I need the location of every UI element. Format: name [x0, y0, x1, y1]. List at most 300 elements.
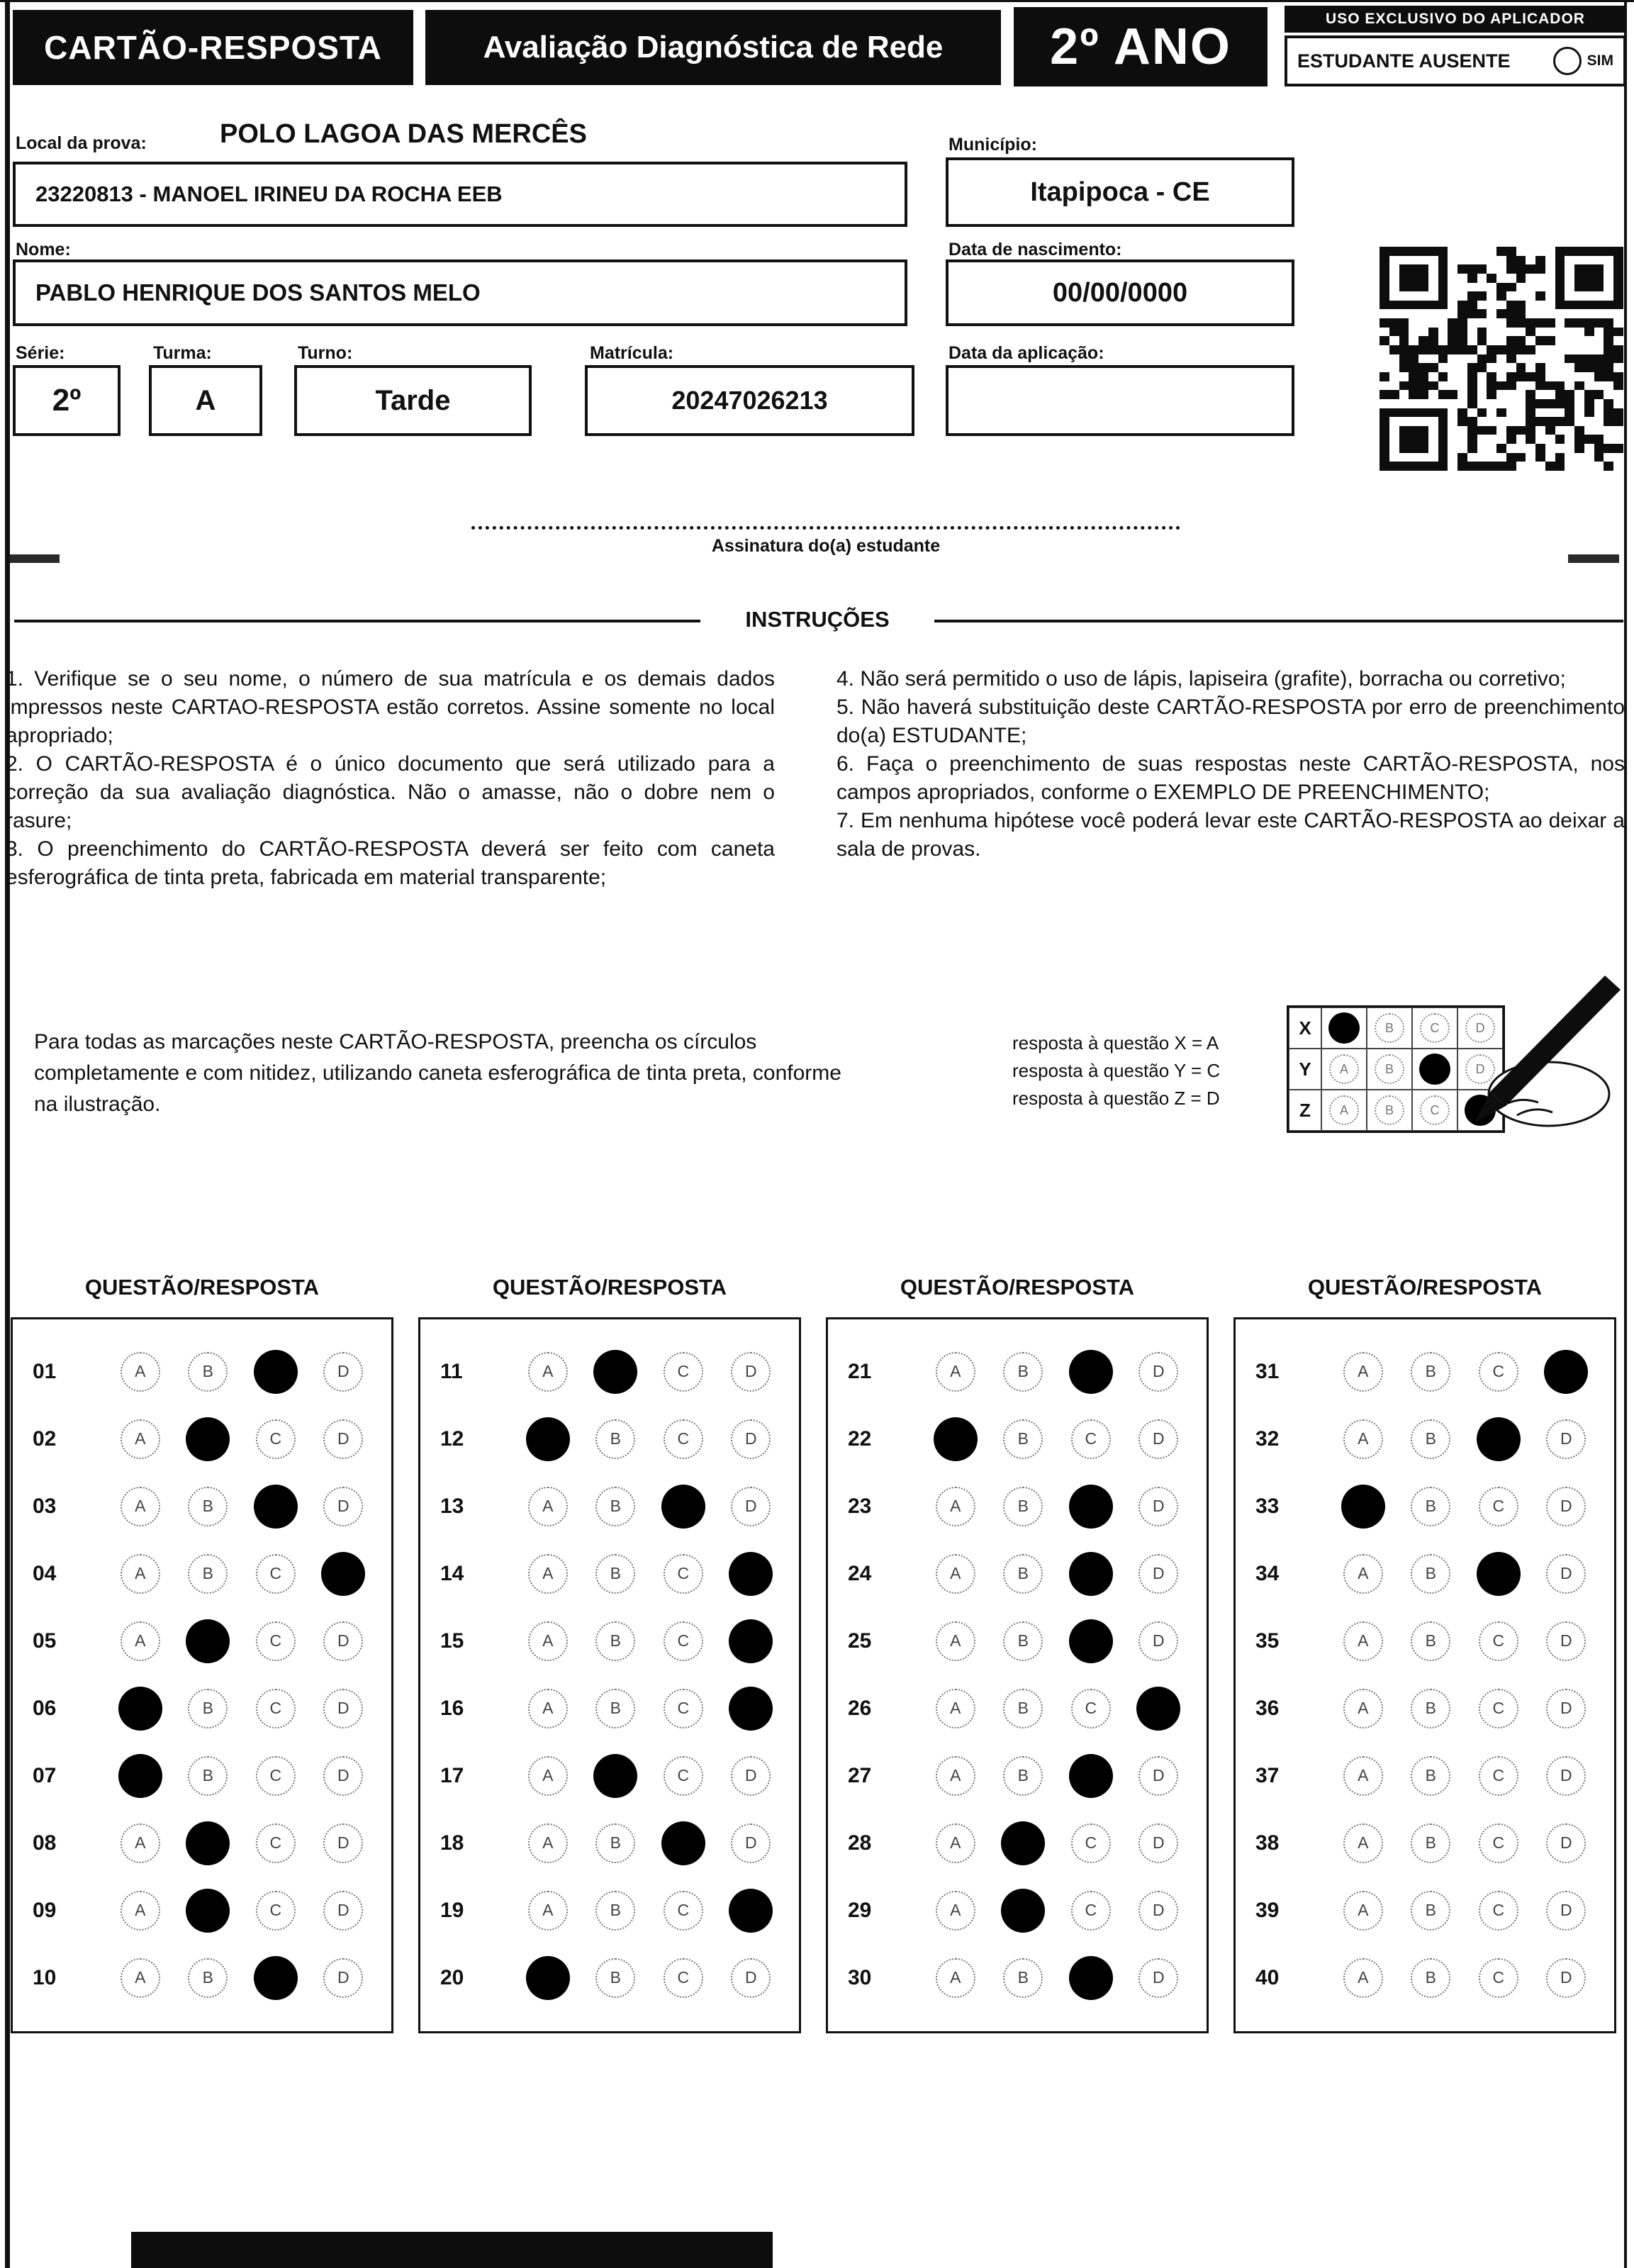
answer-bubble-34-A[interactable]: A	[1343, 1554, 1383, 1594]
answer-bubble-01-D[interactable]: D	[323, 1352, 363, 1392]
answer-bubble-16-A[interactable]: A	[528, 1689, 568, 1728]
answer-bubble-25-A[interactable]: A	[936, 1621, 975, 1661]
answer-bubble-27-B[interactable]: B	[1003, 1756, 1043, 1796]
qr-module	[1448, 336, 1457, 345]
qr-module	[1555, 336, 1565, 345]
answer-bubble-36-C[interactable]: C	[1479, 1689, 1518, 1728]
qr-module	[1487, 264, 1496, 274]
answer-bubble-25-C[interactable]	[1069, 1619, 1113, 1663]
qr-module	[1594, 301, 1604, 310]
answer-bubble-18-C[interactable]	[661, 1821, 705, 1865]
answer-bubble-16-D[interactable]	[729, 1687, 773, 1731]
answer-bubble-32-A[interactable]: A	[1343, 1419, 1383, 1459]
qr-module	[1594, 291, 1604, 301]
qr-module	[1457, 417, 1467, 426]
serie-label: Série:	[16, 343, 65, 363]
qr-module	[1409, 336, 1418, 345]
answer-bubble-36-D[interactable]: D	[1546, 1689, 1586, 1728]
answer-bubble-31-C[interactable]: C	[1479, 1352, 1518, 1392]
qr-module	[1457, 301, 1467, 310]
qr-module	[1604, 453, 1613, 462]
answer-bubble-37-B[interactable]: B	[1411, 1756, 1450, 1796]
question-number: 03	[33, 1494, 57, 1518]
qr-module	[1506, 291, 1516, 301]
answer-bubble-09-C[interactable]: C	[256, 1891, 296, 1931]
answer-bubble-26-B[interactable]: B	[1003, 1689, 1043, 1728]
answer-bubble-31-A[interactable]: A	[1343, 1352, 1383, 1392]
municipio-field: Itapipoca - CE	[946, 157, 1294, 227]
answer-bubble-11-C[interactable]: C	[664, 1352, 703, 1392]
qr-module	[1448, 435, 1457, 444]
answer-bubble-06-B[interactable]: B	[188, 1689, 228, 1728]
answer-bubble-40-D[interactable]: D	[1546, 1958, 1586, 1998]
answer-bubble-09-A[interactable]: A	[121, 1891, 160, 1931]
qr-module	[1418, 444, 1428, 453]
qr-module	[1399, 372, 1409, 381]
answer-bubble-24-A[interactable]: A	[936, 1554, 975, 1594]
qr-module	[1535, 301, 1545, 310]
answer-bubble-14-B[interactable]: B	[595, 1554, 635, 1594]
qr-module	[1584, 283, 1594, 292]
qr-module	[1380, 274, 1389, 283]
answer-bubble-17-A[interactable]: A	[528, 1756, 568, 1796]
qr-module	[1565, 426, 1574, 435]
qr-module	[1487, 435, 1496, 444]
answer-bubble-04-A[interactable]: A	[121, 1554, 160, 1594]
qr-module	[1535, 399, 1545, 408]
example-cell	[1321, 1007, 1367, 1049]
answer-bubble-22-C[interactable]: C	[1071, 1419, 1111, 1459]
qr-module	[1428, 399, 1438, 408]
answer-bubble-10-D[interactable]: D	[323, 1958, 363, 1998]
answer-bubble-35-A[interactable]: A	[1343, 1621, 1383, 1661]
answer-bubble-23-D[interactable]: D	[1138, 1487, 1178, 1526]
qr-module	[1467, 309, 1477, 318]
qr-module	[1613, 309, 1623, 318]
qr-module	[1399, 283, 1409, 292]
question-row	[828, 1742, 1207, 1809]
answer-bubble-37-D[interactable]: D	[1546, 1756, 1586, 1796]
qr-module	[1584, 264, 1594, 274]
qr-module	[1604, 274, 1613, 283]
qr-module	[1535, 283, 1545, 292]
answer-bubble-31-D[interactable]	[1544, 1350, 1588, 1394]
answer-bubble-37-C[interactable]: C	[1479, 1756, 1518, 1796]
answer-bubble-11-B[interactable]	[593, 1350, 637, 1394]
answer-bubble-30-C[interactable]	[1069, 1956, 1113, 2000]
qr-module	[1535, 417, 1545, 426]
qr-module	[1399, 301, 1409, 310]
question-row	[13, 1607, 391, 1675]
answer-bubble-20-B[interactable]: B	[595, 1958, 635, 1998]
answer-bubble-39-D[interactable]: D	[1546, 1891, 1586, 1931]
question-number: 27	[848, 1763, 872, 1787]
answer-bubble-32-C[interactable]	[1477, 1417, 1521, 1461]
answer-bubble-06-A[interactable]	[118, 1687, 162, 1731]
qr-module	[1428, 381, 1438, 391]
answer-bubble-15-B[interactable]: B	[595, 1621, 635, 1661]
answer-bubble-30-B[interactable]: B	[1003, 1958, 1043, 1998]
answer-bubble-02-B[interactable]	[186, 1417, 230, 1461]
answer-bubble-18-B[interactable]: B	[595, 1823, 635, 1863]
qr-module	[1506, 328, 1516, 337]
qr-module	[1418, 453, 1428, 462]
answer-bubble-21-B[interactable]: B	[1003, 1352, 1043, 1392]
answer-bubble-10-A[interactable]: A	[121, 1958, 160, 1998]
answer-bubble-20-A[interactable]	[526, 1956, 570, 2000]
answer-bubble-26-A[interactable]: A	[936, 1689, 975, 1728]
answer-bubble-35-D[interactable]: D	[1546, 1621, 1586, 1661]
qr-module	[1594, 318, 1604, 328]
qr-module	[1418, 328, 1428, 337]
answer-bubble-12-D[interactable]: D	[731, 1419, 771, 1459]
answer-bubble-13-D[interactable]: D	[731, 1487, 771, 1526]
answer-bubble-27-C[interactable]	[1069, 1754, 1113, 1798]
question-number: 31	[1255, 1359, 1280, 1383]
question-row	[1236, 1607, 1614, 1675]
answer-bubble-32-D[interactable]: D	[1546, 1419, 1586, 1459]
qr-module	[1457, 247, 1467, 256]
answer-bubble-01-A[interactable]: A	[121, 1352, 160, 1392]
example-bubble-X-B: B	[1375, 1013, 1404, 1043]
qr-module	[1535, 291, 1545, 301]
answer-bubble-17-B[interactable]	[593, 1754, 637, 1798]
answer-bubble-03-A[interactable]: A	[121, 1487, 160, 1526]
answer-bubble-14-C[interactable]: C	[664, 1554, 703, 1594]
qr-module	[1604, 417, 1613, 426]
qr-module	[1574, 256, 1584, 265]
qr-module	[1438, 309, 1448, 318]
answer-bubble-29-A[interactable]: A	[936, 1891, 975, 1931]
question-row	[420, 1944, 799, 2011]
answer-bubble-05-B[interactable]	[186, 1619, 230, 1663]
answer-bubble-35-C[interactable]: C	[1479, 1621, 1518, 1661]
answer-bubble-18-D[interactable]: D	[731, 1823, 771, 1863]
answer-bubble-30-A[interactable]: A	[936, 1958, 975, 1998]
qr-module	[1604, 283, 1613, 292]
qr-module	[1457, 345, 1467, 354]
qr-module	[1574, 328, 1584, 337]
answer-bubble-01-B[interactable]: B	[188, 1352, 228, 1392]
qr-module	[1487, 336, 1496, 345]
answer-bubble-23-C[interactable]	[1069, 1485, 1113, 1529]
answer-bubble-05-C[interactable]: C	[256, 1621, 296, 1661]
qr-module	[1380, 453, 1389, 462]
qr-module	[1409, 390, 1418, 399]
qr-module	[1457, 426, 1467, 435]
answer-bubble-09-D[interactable]: D	[323, 1891, 363, 1931]
qr-module	[1613, 291, 1623, 301]
question-row	[1236, 1675, 1614, 1742]
qr-module	[1604, 363, 1613, 372]
qr-module	[1506, 408, 1516, 418]
answer-bubble-10-C[interactable]	[254, 1956, 298, 2000]
qr-module	[1428, 301, 1438, 310]
answer-bubble-11-D[interactable]: D	[731, 1352, 771, 1392]
answer-bubble-25-B[interactable]: B	[1003, 1621, 1043, 1661]
answer-bubble-15-A[interactable]: A	[528, 1621, 568, 1661]
qr-module	[1545, 328, 1555, 337]
absent-checkbox[interactable]	[1553, 47, 1582, 75]
qr-module	[1477, 372, 1487, 381]
answer-bubble-23-A[interactable]: A	[936, 1487, 975, 1526]
answer-bubble-21-A[interactable]: A	[936, 1352, 975, 1392]
question-number: 01	[33, 1359, 57, 1383]
qr-module	[1584, 426, 1594, 435]
qr-module	[1565, 256, 1574, 265]
answer-bubble-25-D[interactable]: D	[1138, 1621, 1178, 1661]
answer-bubble-20-C[interactable]: C	[664, 1958, 703, 1998]
answer-bubble-34-D[interactable]: D	[1546, 1554, 1586, 1594]
instructions-left-column	[6, 665, 775, 892]
answer-bubble-02-C[interactable]: C	[256, 1419, 296, 1459]
qr-module	[1565, 301, 1574, 310]
qr-module	[1545, 426, 1555, 435]
answer-bubble-33-B[interactable]: B	[1411, 1487, 1450, 1526]
qr-module	[1487, 372, 1496, 381]
answer-bubble-40-A[interactable]: A	[1343, 1958, 1383, 1998]
qr-module	[1604, 381, 1613, 391]
answer-bubble-33-A[interactable]	[1341, 1485, 1385, 1529]
qr-module	[1613, 354, 1623, 364]
answer-bubble-13-A[interactable]: A	[528, 1487, 568, 1526]
answer-bubble-13-B[interactable]: B	[595, 1487, 635, 1526]
qr-module	[1438, 399, 1448, 408]
answer-bubble-21-C[interactable]	[1069, 1350, 1113, 1394]
qr-module	[1477, 435, 1487, 444]
answer-bubble-26-C[interactable]: C	[1071, 1689, 1111, 1728]
answer-bubble-24-D[interactable]: D	[1138, 1554, 1178, 1594]
qr-module	[1380, 318, 1389, 328]
answer-bubble-10-B[interactable]: B	[188, 1958, 228, 1998]
qr-module	[1574, 399, 1584, 408]
qr-module	[1380, 399, 1389, 408]
answer-bubble-29-C[interactable]: C	[1071, 1891, 1111, 1931]
qr-module	[1448, 417, 1457, 426]
qr-module	[1526, 264, 1535, 274]
qr-module	[1506, 417, 1516, 426]
qr-module	[1555, 444, 1565, 453]
answer-bubble-28-A[interactable]: A	[936, 1823, 975, 1863]
answer-bubble-26-D[interactable]	[1136, 1687, 1180, 1731]
answer-bubble-40-C[interactable]: C	[1479, 1958, 1518, 1998]
answer-bubble-19-C[interactable]: C	[664, 1891, 703, 1931]
answer-bubble-02-D[interactable]: D	[323, 1419, 363, 1459]
answer-bubble-38-D[interactable]: D	[1546, 1823, 1586, 1863]
qr-module	[1516, 309, 1526, 318]
question-number: 37	[1255, 1763, 1280, 1787]
answer-bubble-04-D[interactable]	[321, 1552, 365, 1596]
qr-module	[1613, 301, 1623, 310]
answer-bubble-37-A[interactable]: A	[1343, 1756, 1383, 1796]
qr-module	[1594, 408, 1604, 418]
qr-module	[1399, 309, 1409, 318]
answer-bubble-39-C[interactable]: C	[1479, 1891, 1518, 1931]
answer-bubble-28-C[interactable]: C	[1071, 1823, 1111, 1863]
answer-bubble-22-D[interactable]: D	[1138, 1419, 1178, 1459]
answer-bubble-38-A[interactable]: A	[1343, 1823, 1383, 1863]
answer-bubble-38-C[interactable]: C	[1479, 1823, 1518, 1863]
answer-bubble-14-D[interactable]	[729, 1552, 773, 1596]
answer-bubble-15-D[interactable]	[729, 1619, 773, 1663]
qr-module	[1526, 283, 1535, 292]
answer-column	[826, 1275, 1209, 2033]
answer-bubble-30-D[interactable]: D	[1138, 1958, 1178, 1998]
answer-bubble-02-A[interactable]: A	[121, 1419, 160, 1459]
answer-bubble-05-D[interactable]: D	[323, 1621, 363, 1661]
qr-module	[1477, 399, 1487, 408]
answer-bubble-33-D[interactable]: D	[1546, 1487, 1586, 1526]
answer-bubble-38-B[interactable]: B	[1411, 1823, 1450, 1863]
qr-module	[1389, 417, 1399, 426]
qr-module	[1399, 345, 1409, 354]
example-legend	[1012, 1029, 1220, 1112]
answer-bubble-20-D[interactable]: D	[731, 1958, 771, 1998]
qr-module	[1448, 264, 1457, 274]
answer-bubble-33-C[interactable]: C	[1479, 1487, 1518, 1526]
qr-module	[1545, 309, 1555, 318]
answer-bubble-03-C[interactable]	[254, 1485, 298, 1529]
answer-bubble-27-D[interactable]: D	[1138, 1756, 1178, 1796]
answer-bubble-07-B[interactable]: B	[188, 1756, 228, 1796]
qr-module	[1565, 435, 1574, 444]
qr-module	[1389, 328, 1399, 337]
answer-bubble-35-B[interactable]: B	[1411, 1621, 1450, 1661]
qr-module	[1516, 283, 1526, 292]
qr-module	[1487, 328, 1496, 337]
qr-module	[1516, 301, 1526, 310]
answer-bubble-27-A[interactable]: A	[936, 1756, 975, 1796]
answer-bubble-22-A[interactable]	[934, 1417, 978, 1461]
answer-bubble-08-D[interactable]: D	[323, 1823, 363, 1863]
answer-bubble-23-B[interactable]: B	[1003, 1487, 1043, 1526]
answer-bubble-19-A[interactable]: A	[528, 1891, 568, 1931]
question-row	[13, 1338, 391, 1405]
answer-bubble-31-B[interactable]: B	[1411, 1352, 1450, 1392]
answer-bubble-01-C[interactable]	[254, 1350, 298, 1394]
qr-module	[1535, 328, 1545, 337]
answer-bubble-07-A[interactable]	[118, 1754, 162, 1798]
answer-bubble-24-B[interactable]: B	[1003, 1554, 1043, 1594]
answer-bubble-08-A[interactable]: A	[121, 1823, 160, 1863]
answer-bubble-32-B[interactable]: B	[1411, 1419, 1450, 1459]
answer-bubble-12-A[interactable]	[526, 1417, 570, 1461]
qr-module	[1526, 309, 1535, 318]
answer-bubble-19-B[interactable]: B	[595, 1891, 635, 1931]
qr-module	[1496, 399, 1506, 408]
answer-bubble-34-B[interactable]: B	[1411, 1554, 1450, 1594]
qr-module	[1409, 399, 1418, 408]
qr-module	[1380, 336, 1389, 345]
qr-module	[1496, 256, 1506, 265]
answer-bubble-28-B[interactable]	[1001, 1821, 1045, 1865]
answer-bubble-28-D[interactable]: D	[1138, 1823, 1178, 1863]
qr-module	[1535, 426, 1545, 435]
qr-module	[1516, 462, 1526, 471]
answer-bubble-12-B[interactable]: B	[595, 1419, 635, 1459]
question-row	[828, 1809, 1207, 1877]
qr-module	[1418, 435, 1428, 444]
qr-module	[1545, 354, 1555, 364]
answer-bubble-07-C[interactable]: C	[256, 1756, 296, 1796]
answer-bubble-15-C[interactable]: C	[664, 1621, 703, 1661]
example-bubble-Y-B: B	[1375, 1054, 1404, 1084]
answer-bubble-22-B[interactable]: B	[1003, 1419, 1043, 1459]
qr-module	[1457, 399, 1467, 408]
answer-bubble-19-D[interactable]	[729, 1889, 773, 1933]
answer-bubble-08-B[interactable]	[186, 1821, 230, 1865]
qr-module	[1428, 354, 1438, 364]
qr-module	[1535, 309, 1545, 318]
answer-bubble-13-C[interactable]	[661, 1485, 705, 1529]
answer-bubble-04-B[interactable]: B	[188, 1554, 228, 1594]
answer-bubble-29-B[interactable]	[1001, 1889, 1045, 1933]
answer-bubble-17-D[interactable]: D	[731, 1756, 771, 1796]
answer-bubble-12-C[interactable]: C	[664, 1419, 703, 1459]
qr-module	[1535, 336, 1545, 345]
answer-bubble-06-D[interactable]: D	[323, 1689, 363, 1728]
answer-bubble-04-C[interactable]: C	[256, 1554, 296, 1594]
answer-bubble-39-B[interactable]: B	[1411, 1891, 1450, 1931]
answer-bubble-18-A[interactable]: A	[528, 1823, 568, 1863]
qr-module	[1448, 426, 1457, 435]
question-row	[420, 1405, 799, 1473]
answer-bubble-14-A[interactable]: A	[528, 1554, 568, 1594]
qr-module	[1418, 336, 1428, 345]
qr-module	[1535, 435, 1545, 444]
qr-module	[1399, 426, 1409, 435]
qr-module	[1487, 408, 1496, 418]
qr-module	[1457, 318, 1467, 328]
answer-bubble-05-A[interactable]: A	[121, 1621, 160, 1661]
answer-bubble-17-C[interactable]: C	[664, 1756, 703, 1796]
qr-module	[1555, 318, 1565, 328]
answer-bubble-36-A[interactable]: A	[1343, 1689, 1383, 1728]
answer-bubble-11-A[interactable]: A	[528, 1352, 568, 1392]
answer-bubble-21-D[interactable]: D	[1138, 1352, 1178, 1392]
answer-bubble-16-B[interactable]: B	[595, 1689, 635, 1728]
qr-module	[1487, 399, 1496, 408]
answer-bubble-03-D[interactable]: D	[323, 1487, 363, 1526]
answer-bubble-29-D[interactable]: D	[1138, 1891, 1178, 1931]
qr-module	[1604, 336, 1613, 345]
answer-bubble-36-B[interactable]: B	[1411, 1689, 1450, 1728]
question-number: 14	[440, 1561, 464, 1585]
answer-bubble-03-B[interactable]: B	[188, 1487, 228, 1526]
qr-module	[1584, 345, 1594, 354]
qr-module	[1438, 336, 1448, 345]
qr-module	[1487, 247, 1496, 256]
answer-bubble-39-A[interactable]: A	[1343, 1891, 1383, 1931]
qr-module	[1389, 453, 1399, 462]
qr-module	[1535, 372, 1545, 381]
qr-module	[1418, 363, 1428, 372]
answer-bubble-08-C[interactable]: C	[256, 1823, 296, 1863]
answer-bubble-40-B[interactable]: B	[1411, 1958, 1450, 1998]
answer-bubble-09-B[interactable]	[186, 1889, 230, 1933]
answer-bubble-07-D[interactable]: D	[323, 1756, 363, 1796]
answer-bubble-06-C[interactable]: C	[256, 1689, 296, 1728]
example-legend-line: resposta à questão Y = C	[1012, 1060, 1221, 1081]
qr-module	[1584, 390, 1594, 399]
qr-module	[1545, 291, 1555, 301]
qr-module	[1604, 256, 1613, 265]
answer-bubble-16-C[interactable]: C	[664, 1689, 703, 1728]
answer-bubble-24-C[interactable]	[1069, 1552, 1113, 1596]
qr-module	[1584, 444, 1594, 453]
answer-bubble-34-C[interactable]	[1477, 1552, 1521, 1596]
qr-module	[1457, 390, 1467, 399]
